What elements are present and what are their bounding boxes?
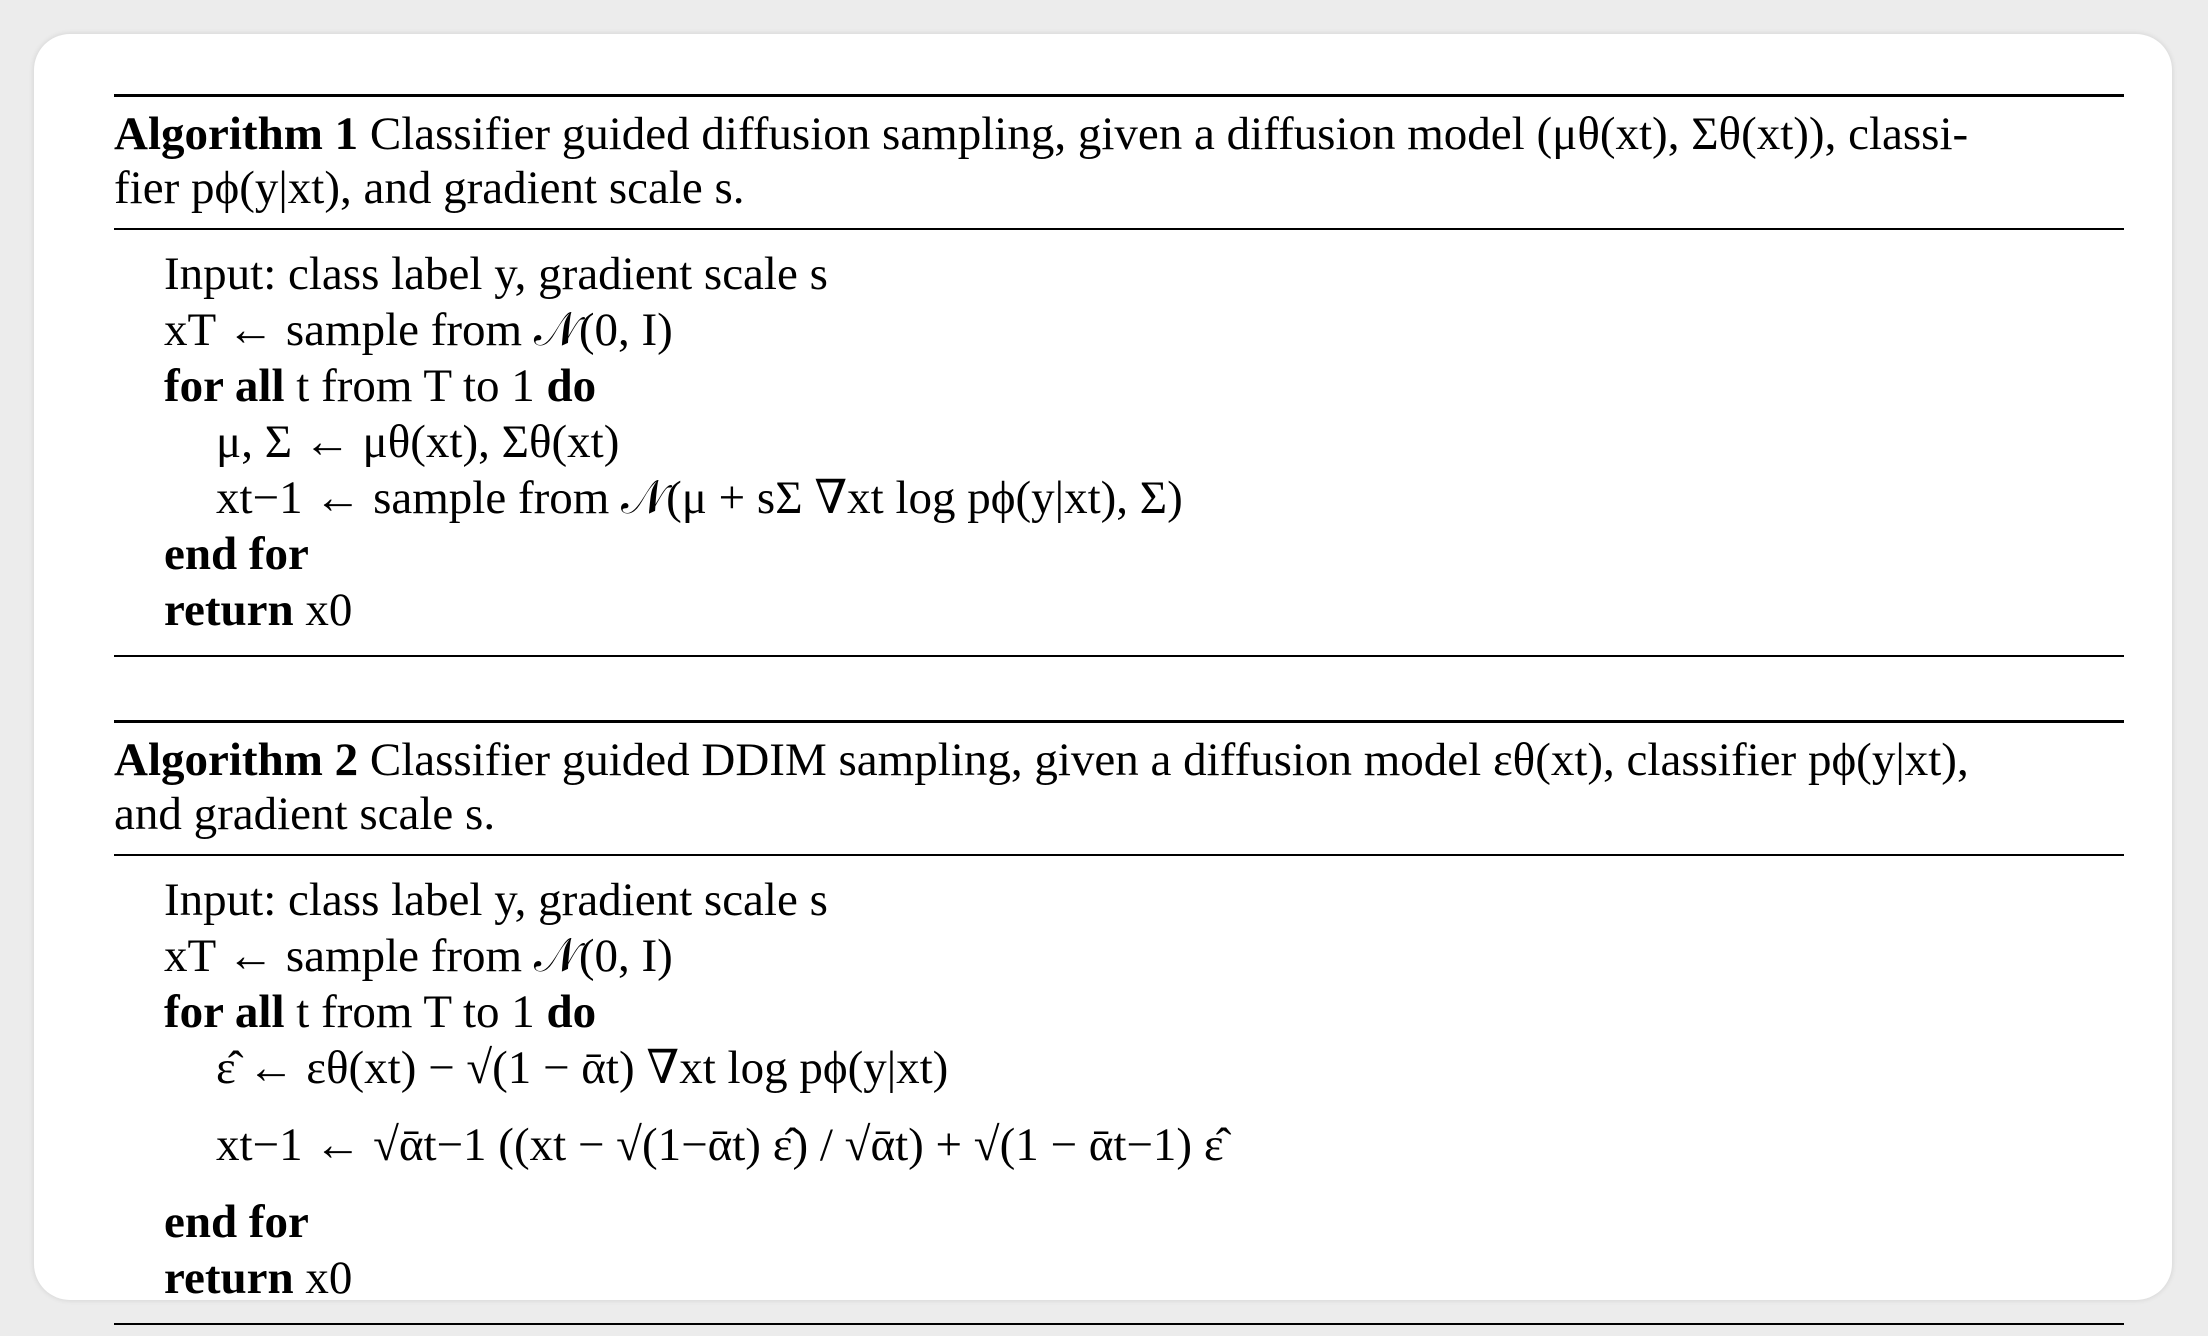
input-line: Input: class label y, gradient scale s — [164, 874, 828, 926]
step-line-1: ε̂ ← εθ(xt) − √(1 − ᾱt) ∇xt log pϕ(y|xt) — [216, 1042, 949, 1094]
algorithm-2-caption-text-2: and gradient scale s. — [114, 788, 496, 840]
document-card — [34, 34, 2172, 1304]
algorithm-2-caption — [114, 723, 2124, 854]
bottom-rule — [114, 655, 2124, 657]
algorithm-1-block — [114, 94, 2124, 657]
algorithm-1-caption — [114, 97, 2124, 228]
step-line-2: xt−1 ← √ᾱt−1 ((xt − √(1−ᾱt) ε̂) / √ᾱt) + √(1 − ᾱt−1) ε̂ — [216, 1119, 1224, 1171]
algorithm-2-block — [114, 720, 2124, 1325]
algorithm-1-caption-text: Classifier guided diffusion sampling, given a diffusion model (μθ(xt), Σθ(xt)), classi- — [369, 108, 1969, 160]
algorithm-2-label: Algorithm 2 — [114, 734, 359, 786]
step-line-2: xt−1 ← sample from 𝒩(μ + sΣ ∇xt log pϕ(y|xt), Σ) — [216, 472, 1183, 524]
step-line-1: μ, Σ ← μθ(xt), Σθ(xt) — [216, 416, 620, 468]
end-for-line: end for — [164, 1196, 309, 1248]
input-line: Input: class label y, gradient scale s — [164, 248, 828, 300]
bottom-rule — [114, 1323, 2124, 1325]
algorithm-2-caption-text: Classifier guided DDIM sampling, given a diffusion model εθ(xt), classifier pϕ(y|xt), — [369, 734, 1969, 786]
return-line: return x0 — [164, 584, 353, 636]
init-line: xT ← sample from 𝒩(0, I) — [164, 304, 673, 356]
end-for-line: end for — [164, 528, 309, 580]
init-line: xT ← sample from 𝒩(0, I) — [164, 930, 673, 982]
return-line: return x0 — [164, 1252, 353, 1304]
algorithm-1-caption-text-2: fier pϕ(y|xt), and gradient scale s. — [114, 162, 745, 214]
algorithm-1-body — [114, 230, 2124, 655]
algorithm-2-body — [114, 856, 2124, 1323]
for-line: for all t from T to 1 do — [164, 986, 597, 1038]
for-line: for all t from T to 1 do — [164, 360, 597, 412]
algorithm-1-label: Algorithm 1 — [114, 108, 359, 160]
